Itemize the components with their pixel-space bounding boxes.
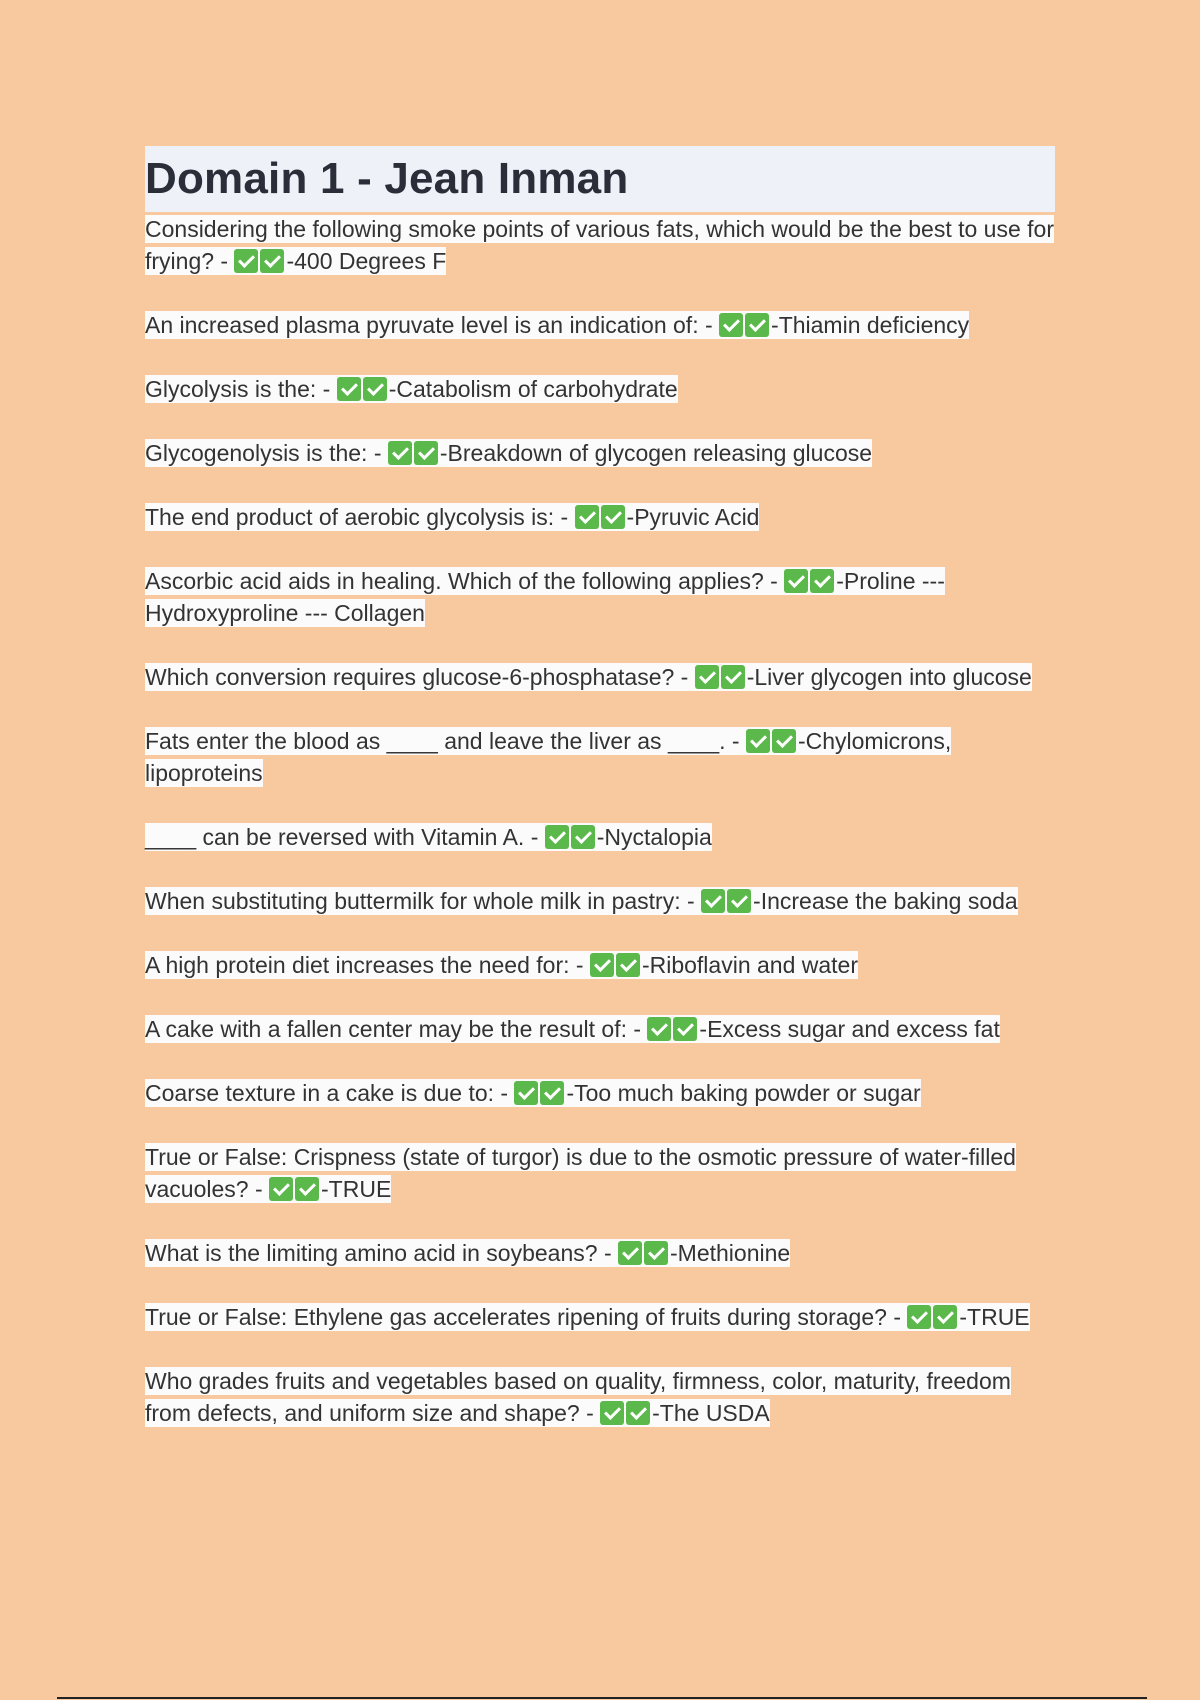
qa-text — [145, 727, 951, 787]
check-mark-icon — [644, 1241, 668, 1265]
qa-text — [145, 311, 969, 339]
answer-text: -Excess sugar and excess fat — [699, 1016, 1000, 1042]
check-mark-icon — [907, 1305, 931, 1329]
qa-item — [145, 437, 1055, 469]
qa-item — [145, 1013, 1055, 1045]
check-mark-icon — [673, 1017, 697, 1041]
answer-text: -Nyctalopia — [596, 824, 712, 850]
answer-text: -Chylomicrons, lipoproteins — [145, 728, 952, 786]
qa-item — [145, 1365, 1055, 1429]
question-text: ____ can be reversed with Vitamin A. - — [145, 824, 545, 850]
answer-text: -Proline --- Hydroxyproline --- Collagen — [145, 568, 945, 626]
qa-item — [145, 1141, 1055, 1205]
check-mark-icon — [719, 313, 743, 337]
qa-item — [145, 565, 1055, 629]
qa-item — [145, 821, 1055, 853]
check-mark-icon — [295, 1177, 319, 1201]
answer-text: -Catabolism of carbohydrate — [388, 376, 678, 402]
qa-item — [145, 661, 1055, 693]
answer-text: -Too much baking powder or sugar — [566, 1080, 921, 1106]
check-mark-icon — [745, 313, 769, 337]
qa-text — [145, 375, 678, 403]
question-text: Who grades fruits and vegetables based on quality, firmness, color, maturity, freedom from defects, and uniform size and shape? - — [145, 1368, 1011, 1426]
qa-item — [145, 1237, 1055, 1269]
check-mark-icon — [618, 1241, 642, 1265]
bottom-divider — [57, 1697, 1147, 1699]
check-mark-icon — [600, 1401, 624, 1425]
check-mark-icon — [810, 569, 834, 593]
qa-text — [145, 1015, 1000, 1043]
check-mark-icon — [234, 249, 258, 273]
check-mark-icon — [772, 729, 796, 753]
check-mark-icon — [601, 505, 625, 529]
check-mark-icon — [727, 889, 751, 913]
question-text: Coarse texture in a cake is due to: - — [145, 1080, 515, 1106]
qa-item — [145, 373, 1055, 405]
check-mark-icon — [571, 825, 595, 849]
qa-text — [145, 823, 712, 851]
answer-text: -TRUE — [959, 1304, 1030, 1330]
question-text: The end product of aerobic glycolysis is: - — [145, 504, 575, 530]
check-mark-icon — [545, 825, 569, 849]
question-text: Which conversion requires glucose-6-phosphatase? - — [145, 664, 695, 690]
check-mark-icon — [626, 1401, 650, 1425]
answer-text: -TRUE — [321, 1176, 392, 1202]
qa-text — [145, 1303, 1030, 1331]
question-text: A cake with a fallen center may be the result of: - — [145, 1016, 648, 1042]
qa-item — [145, 213, 1055, 277]
qa-text — [145, 1367, 1011, 1427]
question-text: Fats enter the blood as ____ and leave the liver as ____. - — [145, 728, 746, 754]
page-title: Domain 1 - Jean Inman — [145, 154, 629, 203]
answer-text: -The USDA — [652, 1400, 770, 1426]
qa-item — [145, 885, 1055, 917]
answer-text: -Breakdown of glycogen releasing glucose — [439, 440, 873, 466]
check-mark-icon — [695, 665, 719, 689]
question-text: Glycolysis is the: - — [145, 376, 337, 402]
qa-item — [145, 501, 1055, 533]
check-mark-icon — [337, 377, 361, 401]
answer-text: -Increase the baking soda — [753, 888, 1018, 914]
title-bar — [145, 146, 1055, 212]
qa-item — [145, 309, 1055, 341]
qa-text — [145, 439, 872, 467]
qa-text — [145, 503, 759, 531]
qa-item — [145, 725, 1055, 789]
check-mark-icon — [746, 729, 770, 753]
qa-text — [145, 663, 1032, 691]
qa-text — [145, 1239, 790, 1267]
question-text: True or False: Ethylene gas accelerates ripening of fruits during storage? - — [145, 1304, 908, 1330]
check-mark-icon — [414, 441, 438, 465]
qa-text — [145, 215, 1054, 275]
answer-text: -Liver glycogen into glucose — [746, 664, 1032, 690]
check-mark-icon — [575, 505, 599, 529]
qa-text — [145, 567, 945, 627]
check-mark-icon — [540, 1081, 564, 1105]
answer-text: -400 Degrees F — [286, 248, 447, 274]
qa-item — [145, 1301, 1055, 1333]
question-text: What is the limiting amino acid in soybeans? - — [145, 1240, 618, 1266]
answer-text: -Thiamin deficiency — [771, 312, 970, 338]
question-text: Considering the following smoke points of various fats, which would be the best to use for frying? - — [145, 216, 1054, 274]
question-text: True or False: Crispness (state of turgor) is due to the osmotic pressure of water-filled vacuoles? - — [145, 1144, 1016, 1202]
question-text: Glycogenolysis is the: - — [145, 440, 388, 466]
check-mark-icon — [784, 569, 808, 593]
check-mark-icon — [590, 953, 614, 977]
question-text: An increased plasma pyruvate level is an indication of: - — [145, 312, 720, 338]
check-mark-icon — [363, 377, 387, 401]
answer-text: -Riboflavin and water — [641, 952, 859, 978]
document-page — [145, 146, 1055, 1461]
question-text: Ascorbic acid aids in healing. Which of the following applies? - — [145, 568, 785, 594]
check-mark-icon — [514, 1081, 538, 1105]
qa-item — [145, 1077, 1055, 1109]
qa-text — [145, 887, 1018, 915]
check-mark-icon — [616, 953, 640, 977]
check-mark-icon — [721, 665, 745, 689]
check-mark-icon — [647, 1017, 671, 1041]
answer-text: -Pyruvic Acid — [626, 504, 760, 530]
check-mark-icon — [388, 441, 412, 465]
qa-text — [145, 951, 858, 979]
answer-text: -Methionine — [670, 1240, 791, 1266]
check-mark-icon — [260, 249, 284, 273]
check-mark-icon — [933, 1305, 957, 1329]
qa-item — [145, 949, 1055, 981]
qa-text — [145, 1143, 1016, 1203]
question-text: A high protein diet increases the need for: - — [145, 952, 590, 978]
check-mark-icon — [269, 1177, 293, 1201]
question-text: When substituting buttermilk for whole milk in pastry: - — [145, 888, 702, 914]
check-mark-icon — [701, 889, 725, 913]
qa-list — [145, 213, 1055, 1429]
qa-text — [145, 1079, 921, 1107]
